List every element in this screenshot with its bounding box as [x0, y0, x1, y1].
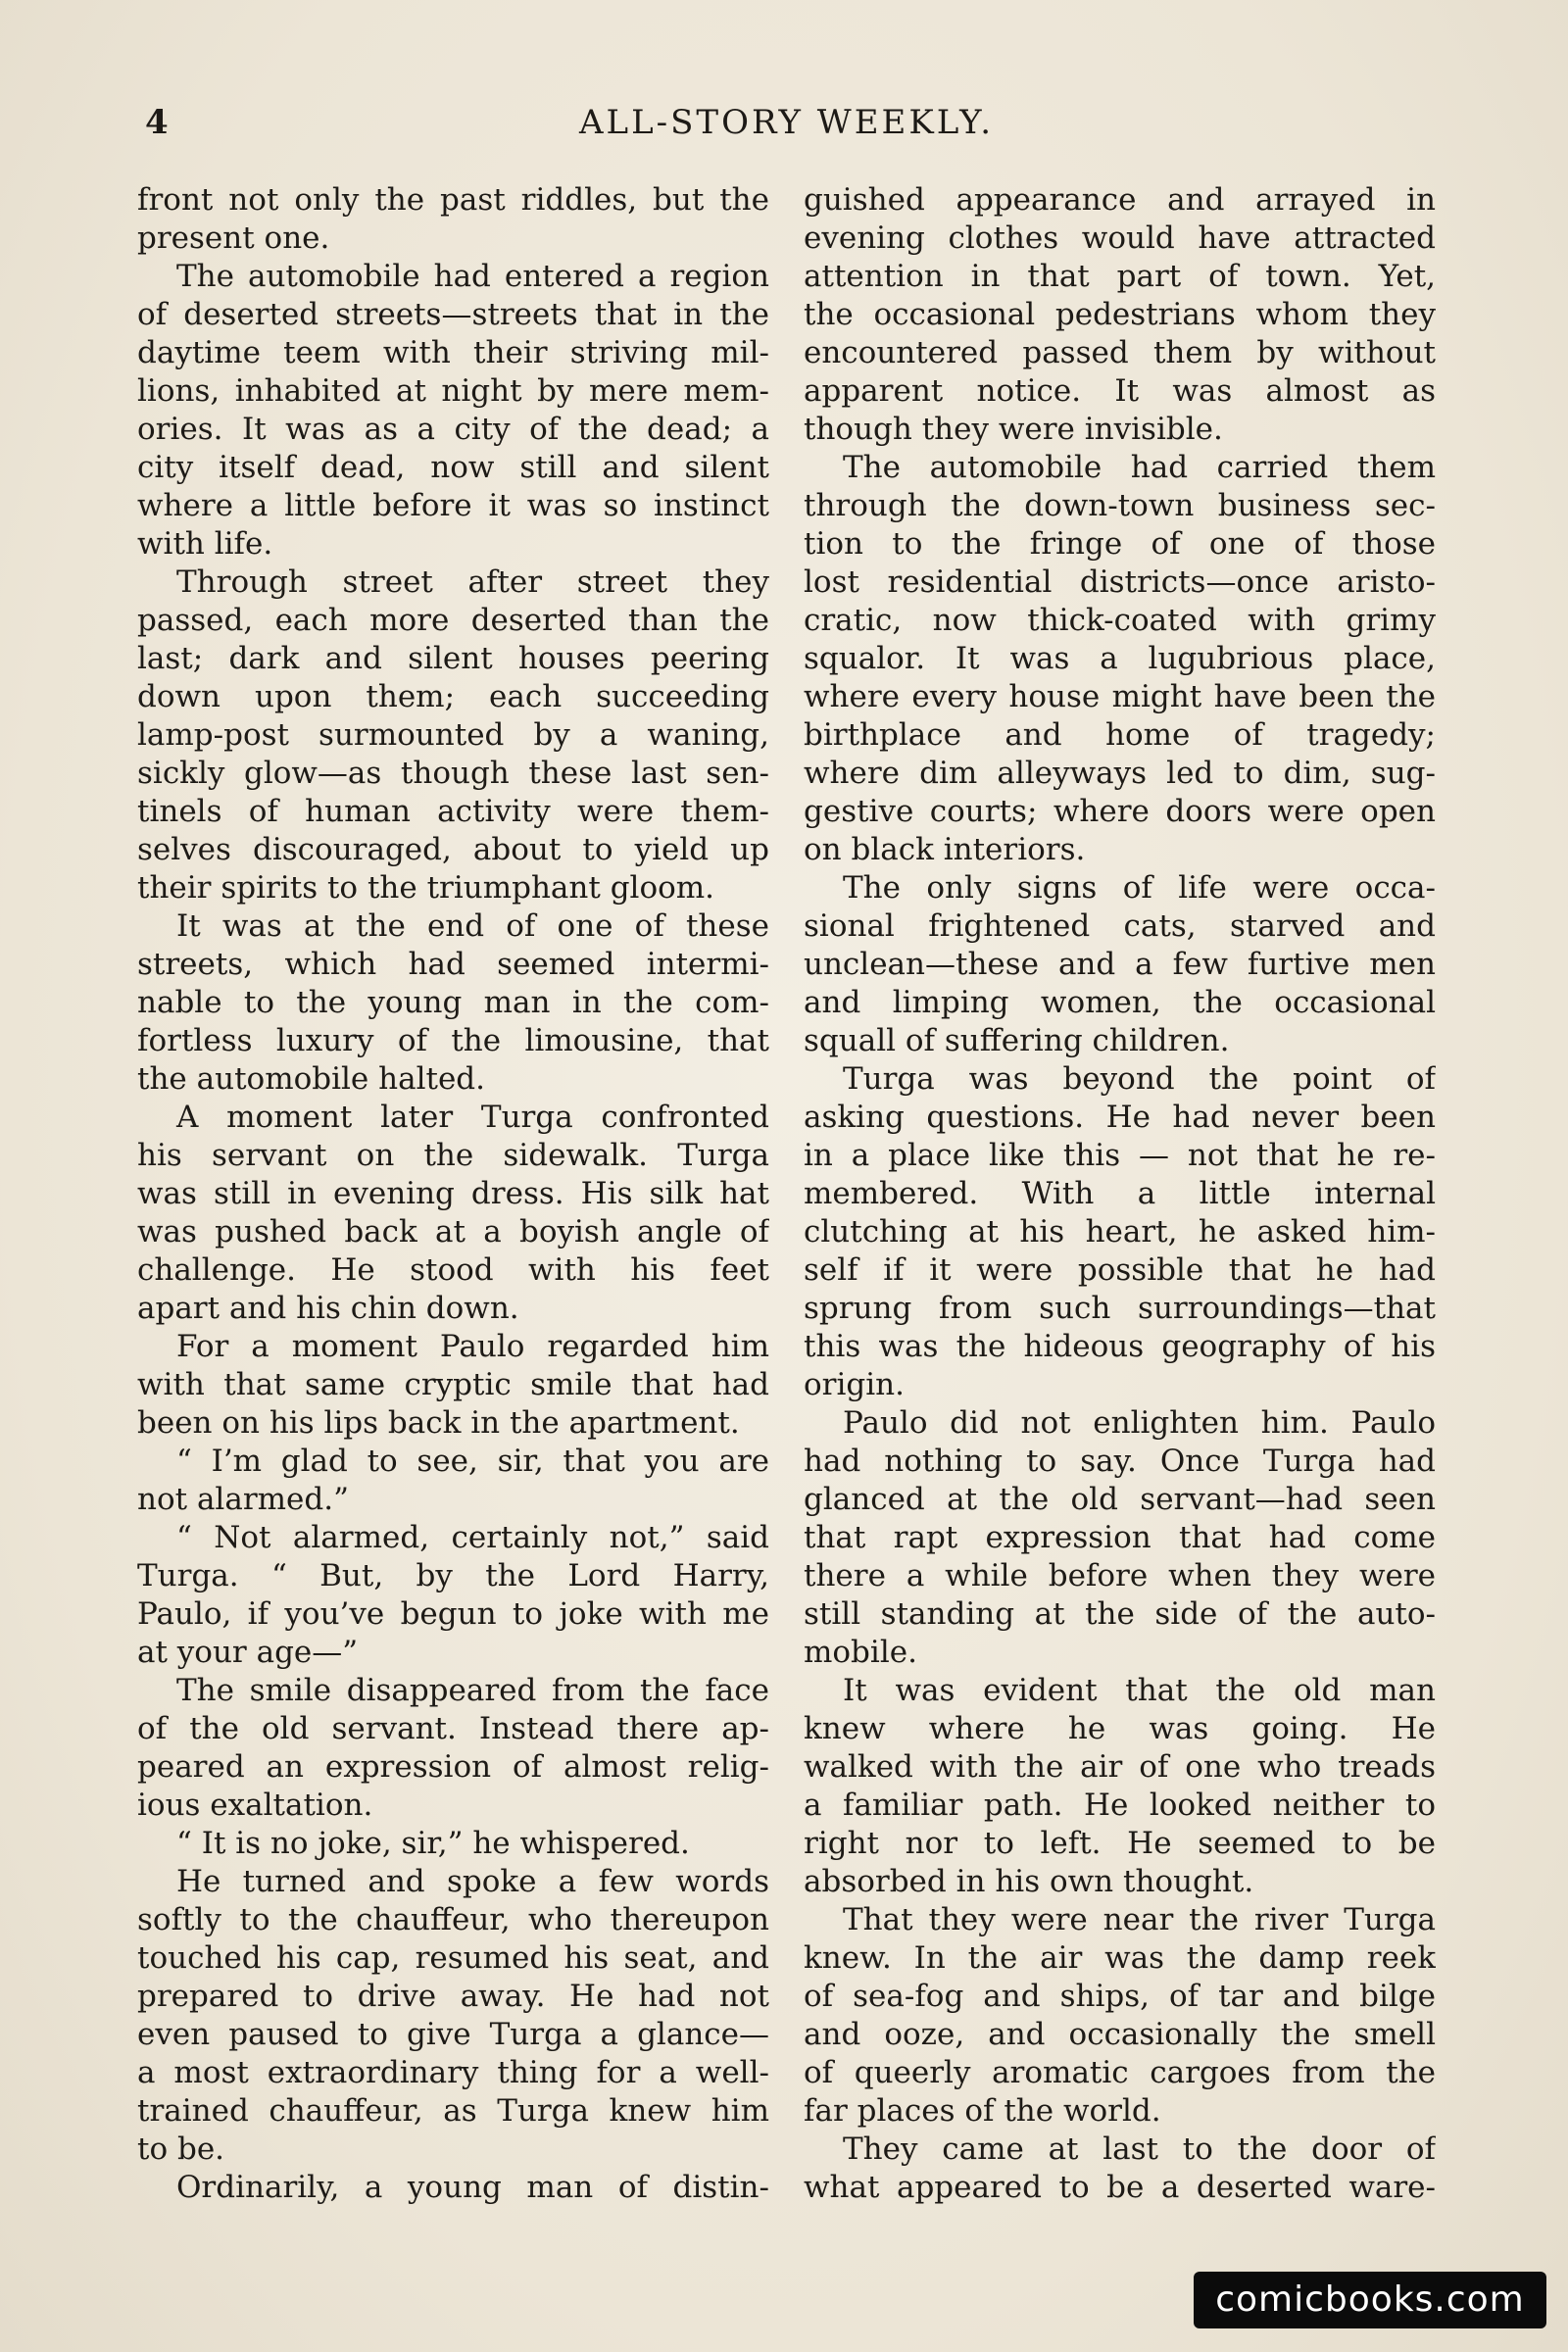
- text-line: of deserted streets—streets that in the: [137, 297, 769, 332]
- text-line: last; dark and silent houses peering: [137, 641, 769, 676]
- text-line: what appeared to be a deserted ware-: [804, 2170, 1436, 2205]
- text-line: knew where he was going. He: [804, 1711, 1436, 1746]
- text-line: gestive courts; where doors were open: [804, 794, 1436, 829]
- text-line: even paused to give Turga a glance—: [137, 2017, 769, 2052]
- text-line: It was at the end of one of these: [176, 908, 769, 944]
- text-line: He turned and spoke a few words: [176, 1864, 769, 1899]
- text-line: A moment later Turga confronted: [176, 1100, 769, 1135]
- text-line: apart and his chin down.: [137, 1291, 519, 1326]
- text-line: clutching at his heart, he asked him-: [804, 1214, 1436, 1250]
- text-line: The automobile had entered a region: [176, 259, 769, 294]
- text-line: far places of the world.: [804, 2093, 1161, 2129]
- text-line: peared an expression of almost relig-: [137, 1749, 769, 1785]
- text-line: the occasional pedestrians whom they: [804, 297, 1436, 332]
- text-line: of queerly aromatic cargoes from the: [804, 2055, 1436, 2090]
- text-line: the automobile halted.: [137, 1061, 485, 1097]
- text-line: there a while before when they were: [804, 1558, 1436, 1593]
- text-line: birthplace and home of tragedy;: [804, 717, 1436, 753]
- text-line: city itself dead, now still and silent: [137, 450, 769, 485]
- text-line: sional frightened cats, starved and: [804, 908, 1436, 944]
- text-line: had nothing to say. Once Turga had: [804, 1444, 1436, 1479]
- text-line: been on his lips back in the apartment.: [137, 1405, 740, 1441]
- text-line: on black interiors.: [804, 832, 1086, 867]
- text-line: glanced at the old servant—had seen: [804, 1482, 1436, 1517]
- text-line: his servant on the sidewalk. Turga: [137, 1138, 769, 1173]
- text-line: where every house might have been the: [804, 679, 1436, 714]
- text-line: squall of suffering children.: [804, 1023, 1230, 1058]
- text-line: with that same cryptic smile that had: [137, 1367, 769, 1402]
- text-line: still standing at the side of the auto-: [804, 1596, 1436, 1632]
- text-line: origin.: [804, 1367, 905, 1402]
- text-line: of the old servant. Instead there ap-: [137, 1711, 769, 1746]
- text-line: present one.: [137, 220, 330, 256]
- text-line: with life.: [137, 526, 273, 562]
- text-line: cratic, now thick-coated with grimy: [804, 603, 1436, 638]
- text-line: touched his cap, resumed his seat, and: [137, 1940, 769, 1976]
- text-line: softly to the chauffeur, who thereupon: [137, 1902, 769, 1937]
- text-line: was still in evening dress. His silk hat: [137, 1176, 769, 1211]
- text-line: where a little before it was so instinct: [137, 488, 769, 523]
- text-line: that rapt expression that had come: [804, 1520, 1436, 1555]
- text-line: They came at last to the door of: [843, 2132, 1436, 2167]
- watermark-logo: comicbooks.com: [1194, 2272, 1546, 2328]
- text-line: trained chauffeur, as Turga knew him: [137, 2093, 769, 2129]
- text-line: Ordinarily, a young man of distin-: [176, 2170, 769, 2205]
- text-line: this was the hideous geography of his: [804, 1329, 1436, 1364]
- text-line: challenge. He stood with his feet: [137, 1252, 769, 1288]
- text-line: tinels of human activity were them-: [137, 794, 769, 829]
- text-line: The automobile had carried them: [843, 450, 1436, 485]
- text-line: passed, each more deserted than the: [137, 603, 769, 638]
- text-line: knew. In the air was the damp reek: [804, 1940, 1436, 1976]
- text-line: and ooze, and occasionally the smell: [804, 2017, 1436, 2052]
- text-line: The only signs of life were occa-: [843, 870, 1436, 906]
- right-text-column: [804, 181, 1436, 2207]
- text-line: lost residential districts—once aristo-: [804, 564, 1436, 600]
- text-line: Turga. “ But, by the Lord Harry,: [137, 1558, 769, 1593]
- text-line: prepared to drive away. He had not: [137, 1979, 769, 2014]
- text-line: streets, which had seemed intermi-: [137, 947, 769, 982]
- text-line: a familiar path. He looked neither to: [804, 1788, 1436, 1823]
- magazine-title: ALL-STORY WEEKLY.: [578, 103, 995, 142]
- text-line: squalor. It was a lugubrious place,: [804, 641, 1436, 676]
- text-line: It was evident that the old man: [843, 1673, 1436, 1708]
- text-line: unclean—these and a few furtive men: [804, 947, 1436, 982]
- text-line: “ Not alarmed, certainly not,” said: [176, 1520, 769, 1555]
- text-line: encountered passed them by without: [804, 335, 1436, 370]
- text-line: front not only the past riddles, but the: [137, 182, 769, 218]
- text-line: evening clothes would have attracted: [804, 220, 1436, 256]
- page-number: 4: [145, 103, 169, 142]
- text-line: fortless luxury of the limousine, that: [137, 1023, 769, 1058]
- text-line: “ I’m glad to see, sir, that you are: [176, 1444, 769, 1479]
- text-line: Paulo did not enlighten him. Paulo: [843, 1405, 1436, 1441]
- text-line: of sea-fog and ships, of tar and bilge: [804, 1979, 1436, 2014]
- text-line: a most extraordinary thing for a well-: [137, 2055, 769, 2090]
- text-line: apparent notice. It was almost as: [804, 373, 1436, 409]
- text-line: to be.: [137, 2132, 225, 2167]
- text-line: That they were near the river Turga: [843, 1902, 1436, 1937]
- text-line: walked with the air of one who treads: [804, 1749, 1436, 1785]
- text-line: ories. It was as a city of the dead; a: [137, 412, 769, 447]
- text-line: nable to the young man in the com-: [137, 985, 769, 1020]
- text-line: their spirits to the triumphant gloom.: [137, 870, 715, 906]
- text-line: ious exaltation.: [137, 1788, 373, 1823]
- text-line: sickly glow—as though these last sen-: [137, 756, 769, 791]
- text-line: absorbed in his own thought.: [804, 1864, 1254, 1899]
- text-line: where dim alleyways led to dim, sug-: [804, 756, 1436, 791]
- text-line: at your age—”: [137, 1635, 359, 1670]
- text-line: through the down-town business sec-: [804, 488, 1436, 523]
- text-line: was pushed back at a boyish angle of: [137, 1214, 769, 1250]
- left-text-column: [137, 181, 769, 2207]
- text-line: membered. With a little internal: [804, 1176, 1436, 1211]
- text-line: “ It is no joke, sir,” he whispered.: [176, 1826, 690, 1861]
- text-line: attention in that part of town. Yet,: [804, 259, 1436, 294]
- text-line: lamp-post surmounted by a waning,: [137, 717, 769, 753]
- text-line: sprung from such surroundings—that: [804, 1291, 1436, 1326]
- text-line: and limping women, the occasional: [804, 985, 1436, 1020]
- text-line: in a place like this — not that he re-: [804, 1138, 1436, 1173]
- text-line: self if it were possible that he had: [804, 1252, 1436, 1288]
- text-line: daytime teem with their striving mil-: [137, 335, 769, 370]
- text-line: down upon them; each succeeding: [137, 679, 769, 714]
- text-line: guished appearance and arrayed in: [804, 182, 1436, 218]
- text-line: mobile.: [804, 1635, 917, 1670]
- text-line: right nor to left. He seemed to be: [804, 1826, 1436, 1861]
- text-line: Turga was beyond the point of: [843, 1061, 1436, 1097]
- text-line: For a moment Paulo regarded him: [176, 1329, 769, 1364]
- text-line: Through street after street they: [176, 564, 769, 600]
- text-line: The smile disappeared from the face: [176, 1673, 769, 1708]
- text-line: tion to the fringe of one of those: [804, 526, 1436, 562]
- text-line: Paulo, if you’ve begun to joke with me: [137, 1596, 769, 1632]
- text-line: not alarmed.”: [137, 1482, 349, 1517]
- text-line: asking questions. He had never been: [804, 1100, 1436, 1135]
- text-line: lions, inhabited at night by mere mem-: [137, 373, 769, 409]
- text-line: though they were invisible.: [804, 412, 1223, 447]
- text-line: selves discouraged, about to yield up: [137, 832, 769, 867]
- page-header: [137, 103, 1436, 152]
